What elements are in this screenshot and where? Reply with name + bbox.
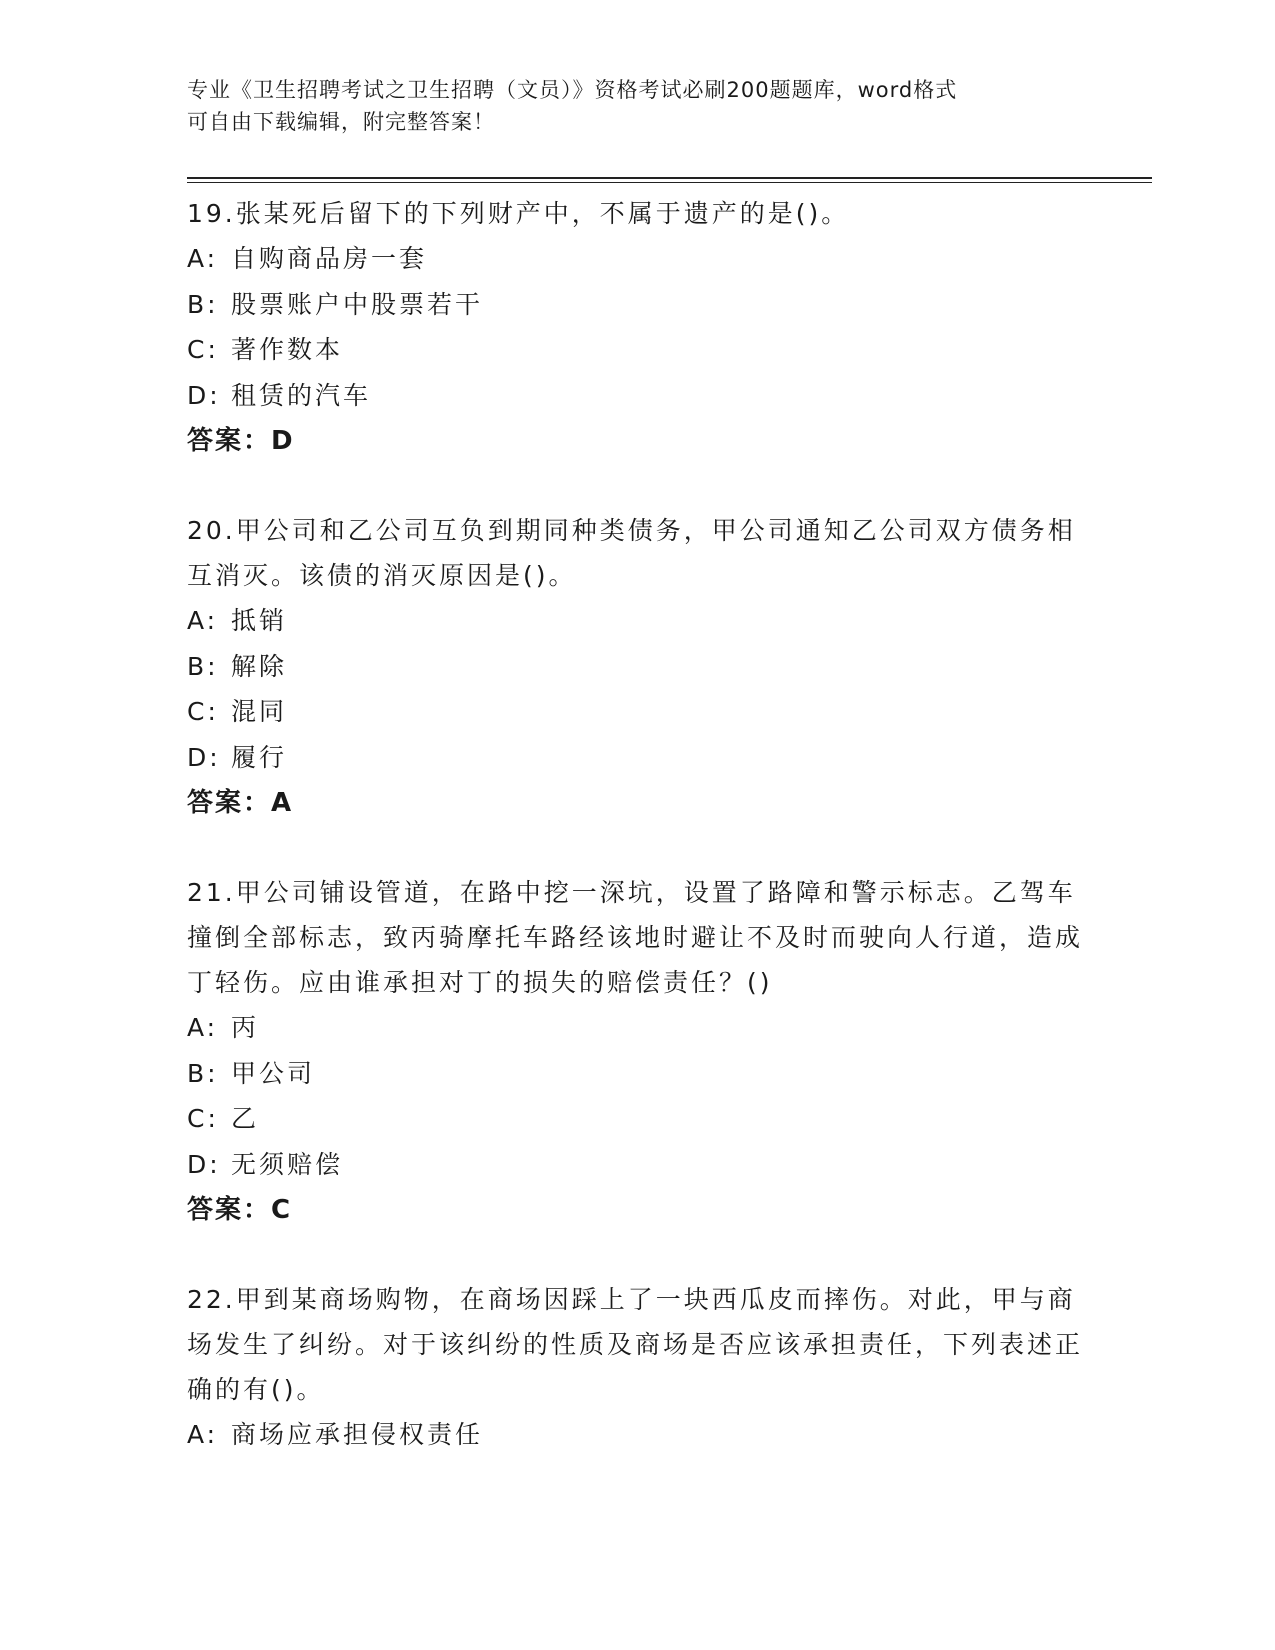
option-text: 股票账户中股票若干 bbox=[231, 289, 484, 319]
option-letter: D: bbox=[187, 742, 221, 772]
option-text: 混同 bbox=[231, 697, 288, 726]
option-letter: B: bbox=[187, 651, 219, 681]
answer-value: A bbox=[271, 788, 294, 818]
header-divider-thin bbox=[187, 182, 1152, 183]
question-21 bbox=[187, 870, 1087, 1233]
header-line-2: 可自由下载编辑，附完整答案！ bbox=[187, 110, 495, 134]
document-header bbox=[187, 74, 1087, 138]
option-text: 甲公司 bbox=[231, 1058, 316, 1088]
option-letter: A: bbox=[187, 244, 219, 273]
answer-line bbox=[187, 1187, 1087, 1233]
answer-line bbox=[187, 780, 1087, 826]
option-text: 著作数本 bbox=[231, 335, 344, 364]
option-text: 租赁的汽车 bbox=[231, 380, 372, 410]
answer-value: C bbox=[271, 1195, 293, 1225]
option-a bbox=[187, 236, 1087, 282]
option-text: 抵销 bbox=[231, 606, 288, 635]
option-letter: A: bbox=[187, 1013, 219, 1042]
header-divider-thick bbox=[187, 177, 1152, 179]
option-letter: C: bbox=[187, 335, 219, 364]
option-a bbox=[187, 1412, 1087, 1458]
option-b bbox=[187, 1051, 1087, 1097]
option-text: 自购商品房一套 bbox=[231, 244, 428, 273]
option-text: 履行 bbox=[231, 742, 288, 772]
question-stem: 20.甲公司和乙公司互负到期同种类债务，甲公司通知乙公司双方债务相互消灭。该债的消灭原因是()。 bbox=[187, 516, 1076, 590]
answer-value: D bbox=[271, 426, 295, 456]
question-19 bbox=[187, 191, 1087, 464]
question-22 bbox=[187, 1277, 1087, 1458]
option-text: 丙 bbox=[231, 1013, 260, 1042]
answer-label: 答案： bbox=[187, 426, 272, 456]
option-text: 无须赔偿 bbox=[231, 1149, 344, 1179]
option-letter: D: bbox=[187, 1149, 221, 1179]
option-d bbox=[187, 373, 1087, 419]
option-letter: C: bbox=[187, 1104, 219, 1133]
question-stem: 21.甲公司铺设管道，在路中挖一深坑，设置了路障和警示标志。乙驾车撞倒全部标志，致丙骑摩托车路经该地时避让不及时而驶向人行道，造成丁轻伤。应由谁承担对丁的损失的赔偿责任？() bbox=[187, 878, 1084, 997]
option-text: 商场应承担侵权责任 bbox=[231, 1420, 484, 1449]
option-d bbox=[187, 735, 1087, 781]
question-list bbox=[187, 191, 1087, 1502]
option-letter: C: bbox=[187, 697, 219, 726]
answer-label: 答案： bbox=[187, 1195, 272, 1225]
option-a bbox=[187, 1005, 1087, 1051]
option-letter: B: bbox=[187, 1058, 219, 1088]
option-b bbox=[187, 644, 1087, 690]
option-letter: A: bbox=[187, 1420, 219, 1449]
answer-line bbox=[187, 418, 1087, 464]
option-letter: A: bbox=[187, 606, 219, 635]
question-20 bbox=[187, 508, 1087, 826]
answer-label: 答案： bbox=[187, 788, 272, 818]
option-letter: B: bbox=[187, 289, 219, 319]
option-b bbox=[187, 282, 1087, 328]
option-a bbox=[187, 598, 1087, 644]
option-text: 解除 bbox=[231, 651, 288, 681]
header-line-1: 专业《卫生招聘考试之卫生招聘（文员）》资格考试必刷200题题库，word格式 bbox=[187, 78, 958, 102]
question-stem: 22.甲到某商场购物，在商场因踩上了一块西瓜皮而摔伤。对此，甲与商场发生了纠纷。对于该纠纷的性质及商场是否应该承担责任，下列表述正确的有()。 bbox=[187, 1285, 1084, 1404]
option-c bbox=[187, 689, 1087, 735]
option-c bbox=[187, 1096, 1087, 1142]
option-text: 乙 bbox=[231, 1104, 260, 1133]
option-letter: D: bbox=[187, 380, 221, 410]
option-d bbox=[187, 1142, 1087, 1188]
option-c bbox=[187, 327, 1087, 373]
question-stem: 19.张某死后留下的下列财产中，不属于遗产的是()。 bbox=[187, 199, 850, 228]
